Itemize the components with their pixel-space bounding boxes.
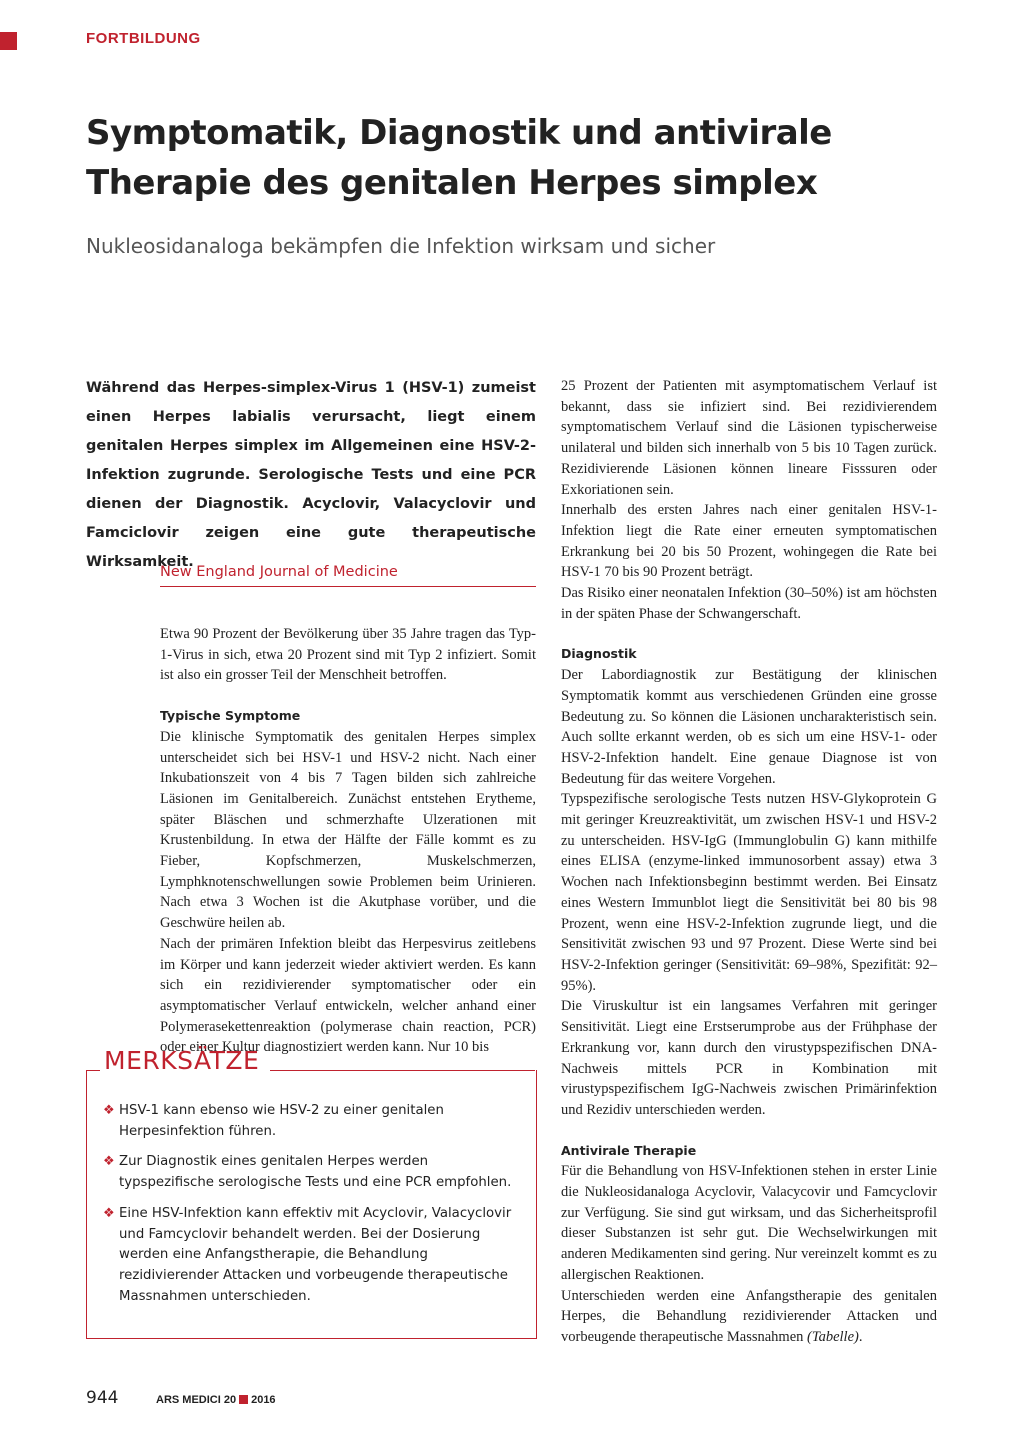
section-label: FORTBILDUNG — [86, 30, 201, 47]
list-item: ❖ HSV-1 kann ebenso wie HSV-2 zu einer genitalen Herpesinfektion führen. — [103, 1103, 444, 1139]
merksaetze-list — [103, 1101, 521, 1317]
square-separator-icon — [239, 1395, 248, 1404]
paragraph-b5: Typspezifische serologische Tests nutzen HSV-Glykoprotein G mit geringer Kreuzreaktivität, um zwischen HSV-1 und HSV-2 zu unterscheiden. HSV-IgG (Immunglobulin G) kann mithilfe eines ELISA (enzyme-linked immunosorbent assay) etwa 3 Wochen nach Infektionsbeginn bestimmt werden. Bei Einsatz eines Western Immunblot liegt die Sensitivität bei 80 bis 98 Prozent, wenn eine HSV-2-Infektion zugrunde liegt, und die Sensitivität zwischen 93 und 97 Prozent. Diese Werte sind bei HSV-2-Infektion geringer (Sensitivität: 69–98%, Spezifität: 92–95%). — [561, 791, 937, 994]
lead-paragraph: Während das Herpes-simplex-Virus 1 (HSV-1) zumeist einen Herpes labialis verursacht, liegt einem genitalen Herpes simplex im Allgemeinen eine HSV-2-Infektion zugrunde. Serologische Tests und eine PCR dienen der Diagnostik. Acyclovir, Valacyclovir und Famciclovir zeigen eine gute therapeutische Wirksamkeit. — [86, 380, 536, 570]
paragraph-b4: Der Labordiagnostik zur Bestätigung der klinischen Symptomatik kommt aus verschiedenen Gründen eine grosse Bedeutung zu. So können die Läsionen uncharakteristisch sein. Auch sollte erkannt werden, ob es sich um eine HSV-1- oder HSV-2-Infektion handelt. Eine genaue Diagnose ist von Bedeutung für das weitere Vorgehen. — [561, 667, 937, 787]
diamond-bullet-icon: ❖ — [103, 1154, 115, 1170]
heading-diagnostik: Diagnostik — [561, 646, 637, 662]
paragraph-intro: Etwa 90 Prozent der Bevölkerung über 35 Jahre tragen das Typ-1-Virus in sich, etwa 20 Prozent sind mit Typ 2 infiziert. Somit ist also ein grosser Teil der Menschheit betroffen. — [160, 626, 536, 684]
paragraph-verlauf: Nach der primären Infektion bleibt das Herpesvirus zeitlebens im Körper und kann jederzeit wieder aktiviert werden. Es kann sich ein rezidivierender symptomatischer oder ein asymptomatischer Verlauf entwickeln, welcher anhand einer Polymerasekettenreaktion (polymerase chain reaction, PCR) oder einer Kultur diagnostiziert werden kann. Nur 10 bis — [160, 935, 536, 1056]
diamond-bullet-icon: ❖ — [103, 1205, 115, 1221]
paragraph-b6: Die Viruskultur ist ein langsames Verfahren mit geringer Sensitivität. Liegt eine Erstserumprobe aus der Frühphase der Erkrankung vor, kann durch den virustypspezifischen DNA-Nachweis mittels PCR in Kombination mit virustypspezifischem IgG-Nachweis zwischen Primärinfektion und Rezidiv unterschieden werden. — [561, 998, 937, 1118]
heading-antivirale-therapie: Antivirale Therapie — [561, 1142, 697, 1158]
source-label: New England Journal of Medicine — [160, 564, 536, 587]
diamond-bullet-icon: ❖ — [103, 1103, 115, 1118]
paragraph-b8: Unterschieden werden eine Anfangstherapie des genitalen Herpes, die Behandlung rezidivierender Attacken und vorbeugende therapeutische Massnahmen (Tabelle). — [561, 1287, 937, 1345]
article-subtitle: Nukleosidanaloga bekämpfen die Infektion wirksam und sicher — [86, 234, 716, 258]
list-item: ❖ Eine HSV-Infektion kann effektiv mit Acyclovir, Valacyclovir und Famcyclovir behandelt werden. Bei der Dosierung werden eine Anfangstherapie, die Behandlung rezidivierender Attacken und vorbeugende therapeutische Massnahmen unterschieden. — [103, 1205, 512, 1304]
list-item: ❖ Zur Diagnostik eines genitalen Herpes werden typspezifische serologische Tests und eine PCR empfohlen. — [103, 1154, 512, 1191]
table-reference: (Tabelle) — [807, 1328, 859, 1345]
paragraph-b2: Innerhalb des ersten Jahres nach einer genitalen HSV-1-Infektion liegt die Rate einer erneuten symptomatischen Erkrankung bei 20 bis 50 Prozent, wohingegen die Rate bei HSV-1 70 bis 90 Prozent beträgt. — [561, 502, 937, 581]
article-title: Symptomatik, Diagnostik und antivirale Therapie des genitalen Herpes simplex — [86, 113, 832, 203]
journal-issue: ARS MEDICI 20 2016 — [156, 1394, 276, 1406]
paragraph-b1: 25 Prozent der Patienten mit asymptomatischem Verlauf ist bekannt, dass sie infiziert sind. Bei rezidivierendem symptomatischem Verlauf sind die Läsionen typischerweise unilateral und bilden sich innerhalb von 5 bis 10 Tagen zurück. Rezidivierende Läsionen können lineare Fisssuren oder Exkoriationen sein. — [561, 378, 937, 498]
page-number: 944 — [86, 1388, 119, 1408]
paragraph-b3: Das Risiko einer neonatalen Infektion (30–50%) ist am höchsten in der späten Phase der Schwangerschaft. — [561, 585, 937, 622]
paragraph-b7: Für die Behandlung von HSV-Infektionen stehen in erster Linie die Nukleosidanaloga Acyclovir, Valacycovir und Famcyclovir zur Verfügung. Sie sind gut wirksam, und das Sicherheitsprofil dieser Substanzen ist sehr gut. Die Wechselwirkungen mit anderen Medikamenten sind gering. Nur vereinzelt kommt es zu allergischen Reaktionen. — [561, 1163, 937, 1283]
merksaetze-title: MERKSÄTZE — [104, 1046, 260, 1075]
paragraph-symptome: Die klinische Symptomatik des genitalen Herpes simplex unterscheidet sich bei HSV-1 und HSV-2 nicht. Nach einer Inkubationszeit von 4 bis 7 Tagen bilden sich zahlreiche Läsionen im Genitalbereich. Zunächst entstehen Erytheme, später Bläschen und schmerzhafte Ulzerationen mit Krustenbildung. In etwa der Hälfte der Fälle kommt es zu Fieber, Kopfschmerzen, Muskelschmerzen, Lymphknotenschwellungen sowie Problemen beim Urinieren. Nach etwa 3 Wochen ist die Akutphase vorüber, und die Geschwüre heilen ab. — [160, 728, 536, 932]
body-column-right — [561, 376, 937, 1348]
body-column-left — [160, 624, 536, 1058]
heading-typische-symptome: Typische Symptome — [160, 708, 301, 724]
section-marker — [0, 32, 17, 50]
merksaetze-box — [86, 1070, 537, 1339]
